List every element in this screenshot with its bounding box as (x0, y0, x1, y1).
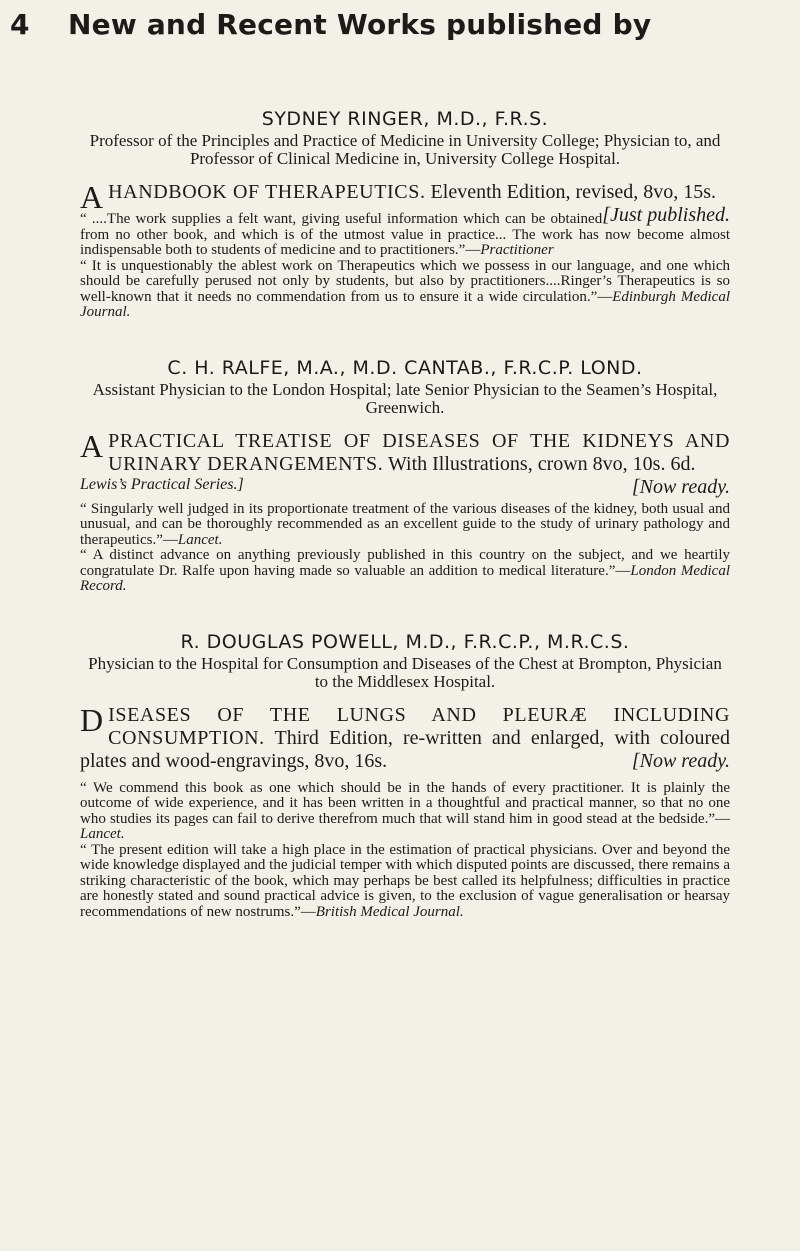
review-quote (80, 781, 730, 843)
running-head (0, 4, 800, 52)
title-text: ISEASES OF THE LUNGS AND PLEURÆ INCLUDING CONSUMPTION. (108, 703, 730, 749)
review-text: “ ....The work supplies a felt want, giving useful information which can be obtained from no other book, and which is of the utmost value in practice... The work has now become almost indispensable both to students of medicine and to practitioners.”— (80, 211, 730, 258)
book-title (80, 179, 730, 226)
review-text: “ Singularly well judged in its proportionate treatment of the various diseases of the kidney, both usual and unusual, and can be thoroughly recommended as an excellent guide to the study of urinary pathology and therapeutics.”— (80, 500, 730, 548)
review-quote (80, 259, 730, 321)
review-source: Lancet. (80, 826, 125, 842)
review-text: “ It is unquestionably the ablest work on Therapeutics which we possess in our language, and one which should be carefully perused not only by students, but also by practitioners....Ringer’s Therapeutics is so well-known that it needs no commendation from us to ensure it a wide circulation.”— (80, 257, 730, 305)
publication-status: [Now ready. (631, 475, 730, 498)
author-name: R. DOUGLAS POWELL, M.D., F.R.C.P., M.R.C.S. (180, 630, 630, 653)
review-source: Edinburgh Medical Journal. (80, 288, 730, 320)
review-quote (80, 548, 730, 595)
author-name: C. H. RALFE, M.A., M.D. CANTAB., F.R.C.P. LOND. (167, 356, 643, 379)
review-text: “ A distinct advance on anything previously published in this country on the subject, and we heartily congratulate Dr. Ralfe upon having made so valuable an addition to medical literature.”— (80, 547, 730, 579)
series-name: Lewis’s Practical Series.] (80, 475, 244, 493)
author-credentials: Assistant Physician to the London Hospital; late Senior Physician to the Seamen’s Hospital, Greenwich. (92, 379, 718, 417)
catalogue-entry-ralfe (80, 357, 730, 595)
title-initial: D (80, 701, 104, 738)
review-source: Lancet. (177, 531, 223, 548)
title-text: PRACTICAL TREATISE OF DISEASES OF THE KIDNEYS AND URINARY DERANGEMENTS. (108, 429, 730, 475)
review-text: “ The present edition will take a high place in the estimation of practical physicians. Over and beyond the wide knowledge displayed and the judicial temper with which disputed points are discussed, there remains a striking characteristic of the book, which may perhaps be best called its helpfulness; difficulties in practice are honestly stated and sound practical advice is given, to the exclusion of vague generalisation or hearsay recommendations of new nostrums.”— (80, 841, 730, 920)
review-quote (80, 502, 730, 549)
review-source: British Medical Journal. (315, 903, 464, 920)
title-text: HANDBOOK OF THERAPEUTICS. (108, 181, 426, 203)
title-initial: A (80, 427, 104, 464)
page-number: 4 (10, 8, 30, 41)
book-title (80, 701, 731, 773)
title-detail: With Illustrations, crown 8vo, 10s. 6d. (387, 452, 696, 475)
title-initial: A (80, 179, 104, 215)
review-source: London Medical Record. (80, 562, 730, 594)
review-source: Practitioner (480, 242, 554, 258)
catalogue-entry-ringer (80, 108, 730, 321)
author-credentials: Professor of the Principles and Practice of Medicine in University College; Physician to, and Professor of Clinical Medicine in, University College Hospital. (89, 131, 721, 168)
publication-status: [Just published. (602, 204, 730, 226)
review-quote (80, 843, 730, 921)
title-detail: Third Edition, re-written and enlarged, with coloured plates and wood-engravings, 8vo, 16s. (80, 726, 731, 772)
author-credentials: Physician to the Hospital for Consumption and Diseases of the Chest at Brompton, Physician to the Middlesex Hospital. (88, 653, 722, 691)
review-text: “ We commend this book as one which should be in the hands of every practitioner. It is plainly the outcome of wide experience, and it has been written in a thoughtful and practical manner, so that no one who studies its pages can fail to derive therefrom much that will stand him in good stead at the bedside.”— (80, 779, 730, 827)
title-detail: Eleventh Edition, revised, 8vo, 15s. (430, 181, 717, 203)
publication-status: [Now ready. (631, 749, 730, 772)
author-name: SYDNEY RINGER, M.D., F.R.S. (261, 108, 549, 130)
catalogue-entry-powell (80, 631, 730, 921)
running-title: New and Recent Works published by (68, 8, 652, 41)
catalogue-content (80, 108, 730, 920)
